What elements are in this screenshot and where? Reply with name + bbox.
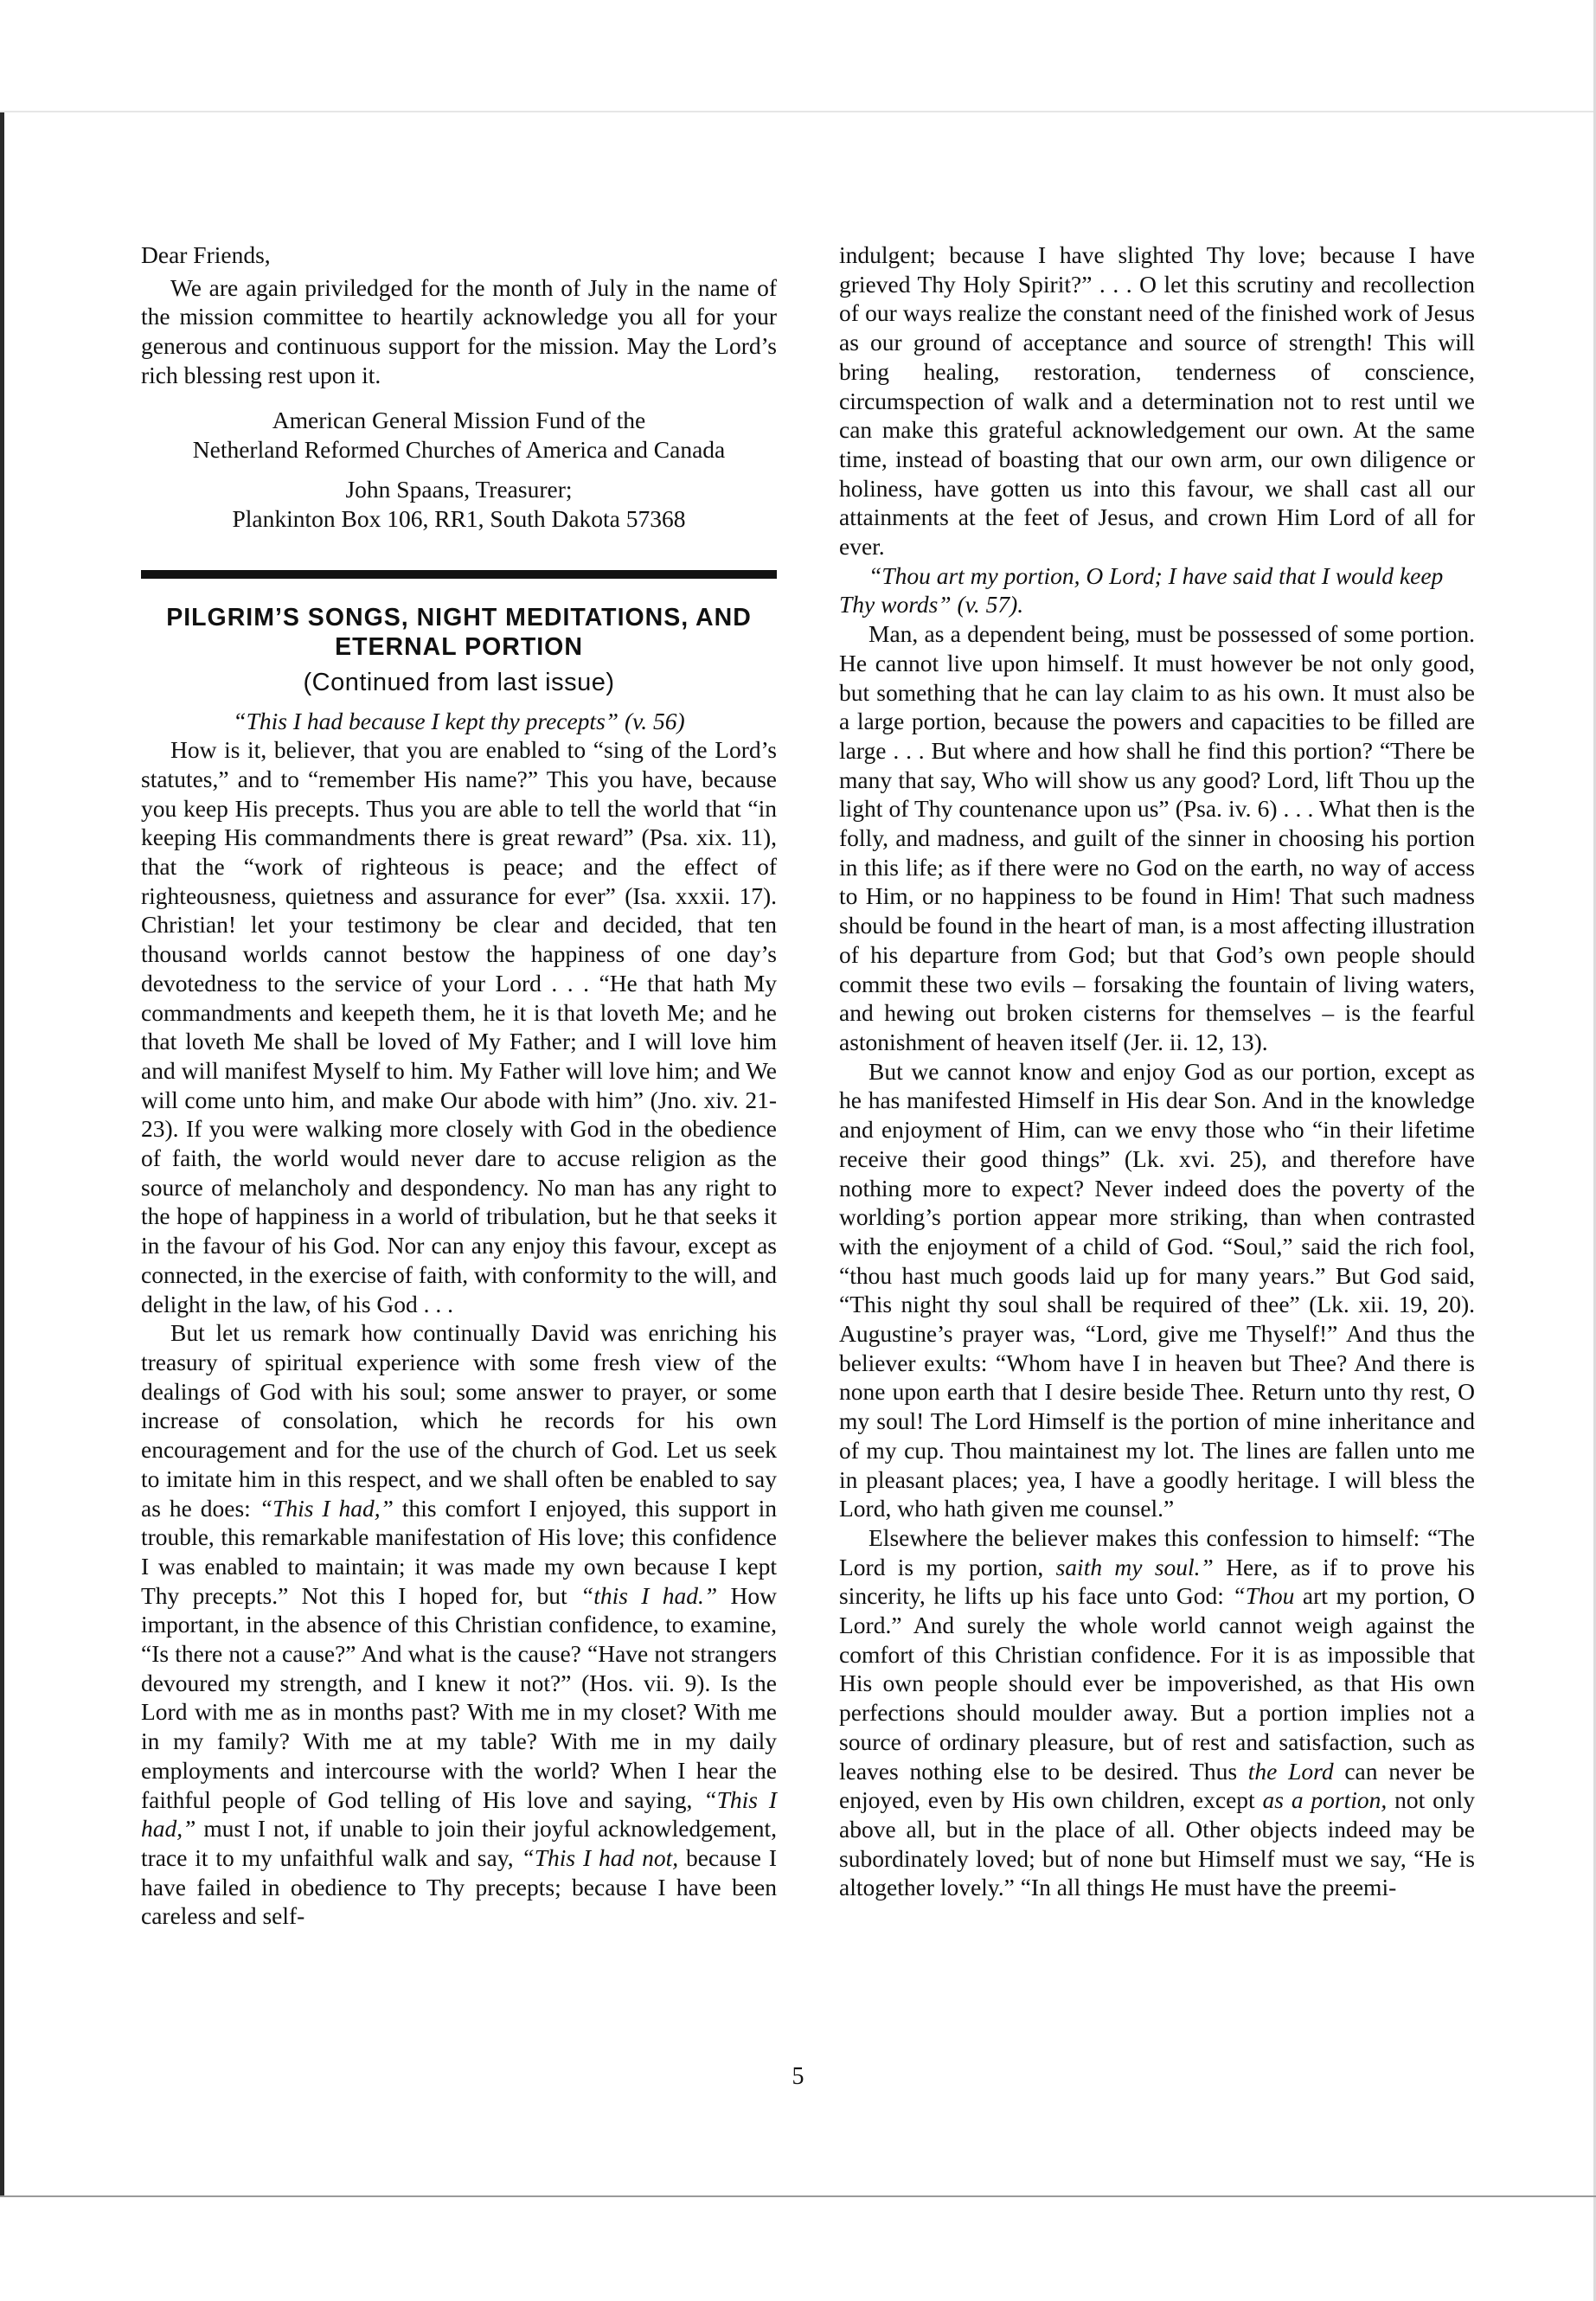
article-paragraph-3: indulgent; because I have slighted Thy love; because I have grieved Thy Holy Spirit?” . . . O let this scrutiny and recollection of our ways realize the constant need of the finished work of Jesus as our ground of acceptance and source of strength! This will bring healing, restoration, tenderness of conscience, circumspection of walk and a determination not to rest until we can make this grateful acknowledgement our own. At the same time, instead of boasting that our own arm, our own diligence or holiness, have gotten us into this favour, we shall cast all our attainments at the feet of Jesus, and crown Him Lord of all for ever. xyxy=(839,241,1475,561)
p6-text-d: can never be enjoyed, even by His own children, except xyxy=(839,1757,1475,1814)
treasurer-name: John Spaans, Treasurer; xyxy=(345,475,573,503)
section-divider xyxy=(141,570,777,579)
p2-text-c: How important, in the absence of this Christian confidence, to examine, “Is there not a cause?” And what is the cause? “Have not strangers devoured my strength, and I knew it not?” (Hos. vii. 9). Is the Lord with me as in months past? With me in my closet? With me in my family? With me at my table? With me in my daily employments and intercourse with the world? When I hear the faithful people of God telling of His love and saying, xyxy=(141,1581,777,1813)
letter-salutation: Dear Friends, xyxy=(141,241,271,268)
p2-italic-4: “This I had not, xyxy=(521,1843,679,1871)
p6-italic-1: saith my soul.” xyxy=(1055,1553,1214,1580)
verse-57: “Thou art my portion, O Lord; I have said that I would keep Thy words” (v. 57). xyxy=(839,561,1444,619)
right-column xyxy=(839,240,1475,1902)
p6-text-c: art my portion, O Lord.” And surely the whole world cannot weigh against the comfort of this Christian confidence. For it is as impossible that His own people should ever be impoverished, as that His own perfections should moulder away. But a portion implies not a source of ordinary pleasure, but of rest and satisfaction, such as leaves nothing else to be desired. Thus xyxy=(839,1582,1475,1785)
article-subtitle: (Continued from last issue) xyxy=(303,668,615,696)
verse-56: “This I had because I kept thy precepts” (v. 56) xyxy=(233,707,685,734)
p2-text-d: must I not, if unable to join their joyful acknowledgement, trace it to my unfaithful walk and say, xyxy=(141,1815,777,1871)
p2-italic-2: “this I had.” xyxy=(580,1581,718,1609)
org-line-1: American General Mission Fund of the xyxy=(272,406,646,433)
org-line-2: Netherland Reformed Churches of America and Canada xyxy=(192,435,726,463)
p6-italic-2: “Thou xyxy=(1232,1582,1295,1610)
article-paragraph-1: How is it, believer, that you are enabled to “sing of the Lord’s statutes,” and to “remember His name?” This you have, because you keep His precepts. Thus you are able to tell the world that “in keeping His commandments there is great reward” (Psa. xix. 11), that the “work of righteous is peace; and the effect of righteousness, quietness and assurance for ever” (Isa. xxxii. 17). Christian! let your testimony be clear and decided, that ten thousand worlds cannot bestow the happiness of one day’s devotedness to the service of your Lord . . . “He that hath My commandments and keepeth them, he it is that loveth Me; and he that loveth Me shall be loved of My Father; and I will love him and will manifest Myself to him. My Father will love him; and We will come unto him, and make Our abode with him” (Jno. xiv. 21-23). If you were walking more closely with God in the obedience of faith, the world would never dare to accuse religion as the source of melancholy and despondency. No man has any right to the hope of happiness in a world of tribulation, but he that seeks it in the favour of his God. Nor can any enjoy this favour, except as connected, in the exercise of faith, with conformity to the will, and delight in the law, of his God . . . xyxy=(141,736,777,1317)
scan-edge-bottom xyxy=(0,2195,1596,2197)
page-number: 5 xyxy=(792,2063,804,2090)
left-column xyxy=(141,240,777,1931)
p2-text-b: this comfort I enjoyed, this support in trouble, this remarkable manifestation of His love; this confidence I was enabled to maintain; it was made my own because I kept Thy precepts.” Not this I hoped for, but xyxy=(141,1494,777,1609)
p6-text-b: Here, as if to prove his sincerity, he lifts up his face unto God: xyxy=(839,1553,1475,1610)
letter-body: We are again priviledged for the month of July in the name of the mission committee to heartily acknowledge you all for your generous and continuous support for the mission. May the Lord’s rich blessing rest upon it. xyxy=(141,273,777,388)
article-paragraph-2 xyxy=(141,1318,777,1931)
p6-text-e: not only above all, but in the place of all. Other objects indeed may be subordinately loved; but of none but Himself must we say, “He is altogether lovely.” “In all things He must have the preemi- xyxy=(839,1786,1475,1901)
article-title-line-2: ETERNAL PORTION xyxy=(335,632,583,661)
p6-text-a: Elsewhere the believer makes this confession to himself: “The Lord is my portion, xyxy=(839,1523,1475,1580)
p2-text-a: But let us remark how continually David was enriching his treasury of spiritual experience with some fresh view of the dealings of God with his soul; some answer to prayer, or some increase of consolation, which he records for his own encouragement and for the use of the church of God. Let us seek to imitate him in this respect, and we shall often be enabled to say as he does: xyxy=(141,1319,777,1522)
p2-italic-3: “This I had,” xyxy=(141,1785,777,1843)
article-title xyxy=(141,603,777,662)
article-paragraph-6 xyxy=(839,1523,1475,1902)
p2-text-e: because I have failed in obedience to Thy precepts; because I have been careless and self- xyxy=(141,1843,778,1930)
scan-edge-top xyxy=(0,111,1596,112)
treasurer-address: Plankinton Box 106, RR1, South Dakota 57368 xyxy=(232,504,686,532)
letter-signature xyxy=(141,406,777,534)
article-paragraph-5: But we cannot know and enjoy God as our portion, except as he has manifested Himself in His dear Son. And in the knowledge and enjoyment of Him, can we envy those who “in their lifetime receive their good things” (Lk. xvi. 25), and therefore have nothing more to expect? Never indeed does the poverty of the worlding’s portion appear more striking, than when contrasted with the enjoyment of a child of God. “Soul,” said the rich fool, “thou hast much goods laid up for many years.” But God said, “This night thy soul shall be required of thee” (Lk. xii. 19, 20). Augustine’s prayer was, “Lord, give me Thyself!” And thus the believer exults: “Whom have I in heaven but Thee? And there is none upon earth that I desire beside Thee. Return unto thy rest, O my soul! The Lord Himself is the portion of mine inheritance and of my cup. Thou maintainest my lot. The lines are fallen unto me in pleasant places; yea, I have a goodly heritage. I will bless the Lord, who hath given me counsel.” xyxy=(839,1057,1475,1522)
p6-italic-3: the Lord xyxy=(1247,1757,1334,1785)
article-paragraph-4: Man, as a dependent being, must be possessed of some portion. He cannot live upon himself. It must however be not only good, but something that he can lay claim to as his own. It must also be a large portion, because the powers and capacities to be filled are large . . . But where and how shall he find this portion? “There be many that say, Who will show us any good? Lord, lift Thou up the light of Thy countenance upon us” (Psa. iv. 6) . . . What then is the folly, and madness, and guilt of the sinner in choosing his portion in this life; as if there were no God on the earth, no way of access to Him, or no happiness to be found in Him! That such madness should be found in the heart of man, is a most affecting illustration of his departure from God; but that God’s own people should commit these two evils – forsaking the fountain of living waters, and hewing out broken cisterns for themselves – is the fearful astonishment of heaven itself (Jer. ii. 12, 13). xyxy=(839,620,1475,1055)
article-title-line-1: PILGRIM’S SONGS, NIGHT MEDITATIONS, AND xyxy=(166,603,752,631)
p2-italic-1: “This I had,” xyxy=(259,1494,394,1522)
p6-italic-4: as a portion, xyxy=(1262,1786,1388,1814)
scan-edge-left xyxy=(0,112,4,2197)
